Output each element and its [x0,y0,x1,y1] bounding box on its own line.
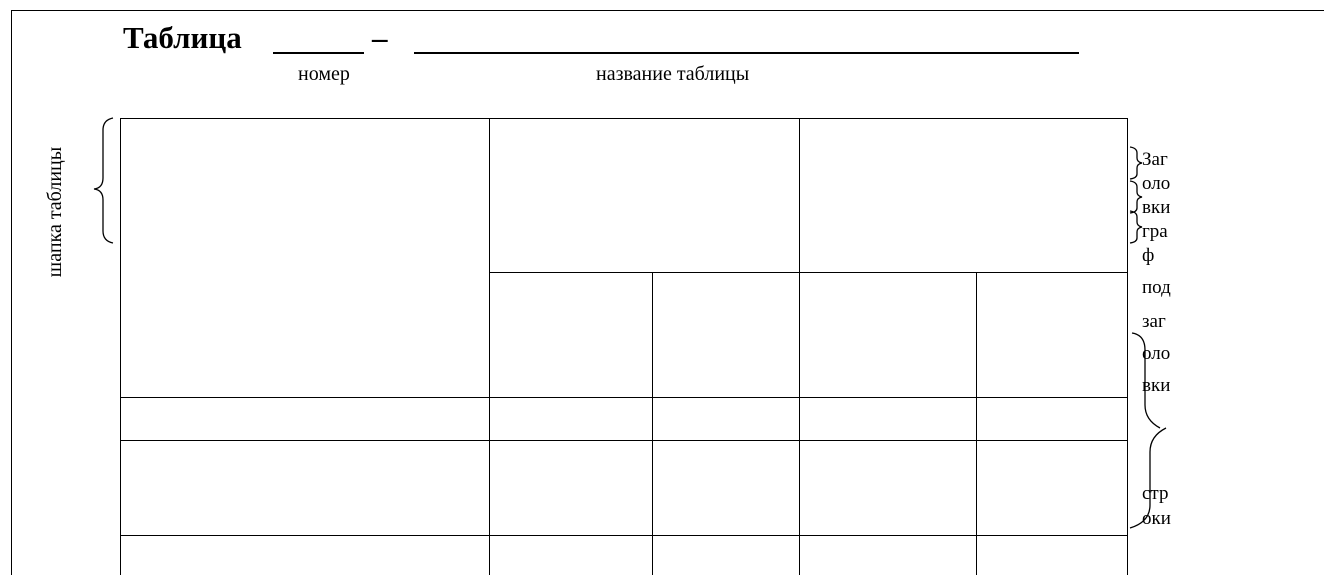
rows-annotation-line: оки [1142,508,1171,529]
header-annotation-line: оло [1142,173,1171,194]
left-curly-brace-icon [94,118,113,243]
header-annotation-line: вки [1142,197,1171,218]
right-curly-brace-icon [1130,181,1142,213]
table-title-label: Таблица [123,20,242,55]
right-curly-brace-icon [1130,211,1142,243]
header-annotation-line: гра [1142,221,1168,242]
table-head-label: шапка таблицы [44,146,66,278]
number-caption: номер [298,63,350,85]
subheader-annotation-line: заг [1142,311,1166,332]
header-annotation-line: Заг [1142,149,1168,170]
subheader-annotation-line: вки [1142,375,1171,396]
right-curly-brace-icon [1130,147,1142,179]
right-curly-brace-icon [1130,428,1169,528]
title-dash: – [372,20,388,55]
right-curly-brace-icon [1132,333,1160,428]
rows-annotation-line: стр [1142,483,1169,504]
name-caption: название таблицы [596,63,750,85]
header-annotation-line: ф [1142,245,1155,266]
subheader-annotation-line: под [1142,277,1171,298]
subheader-annotation-line: оло [1142,343,1171,364]
